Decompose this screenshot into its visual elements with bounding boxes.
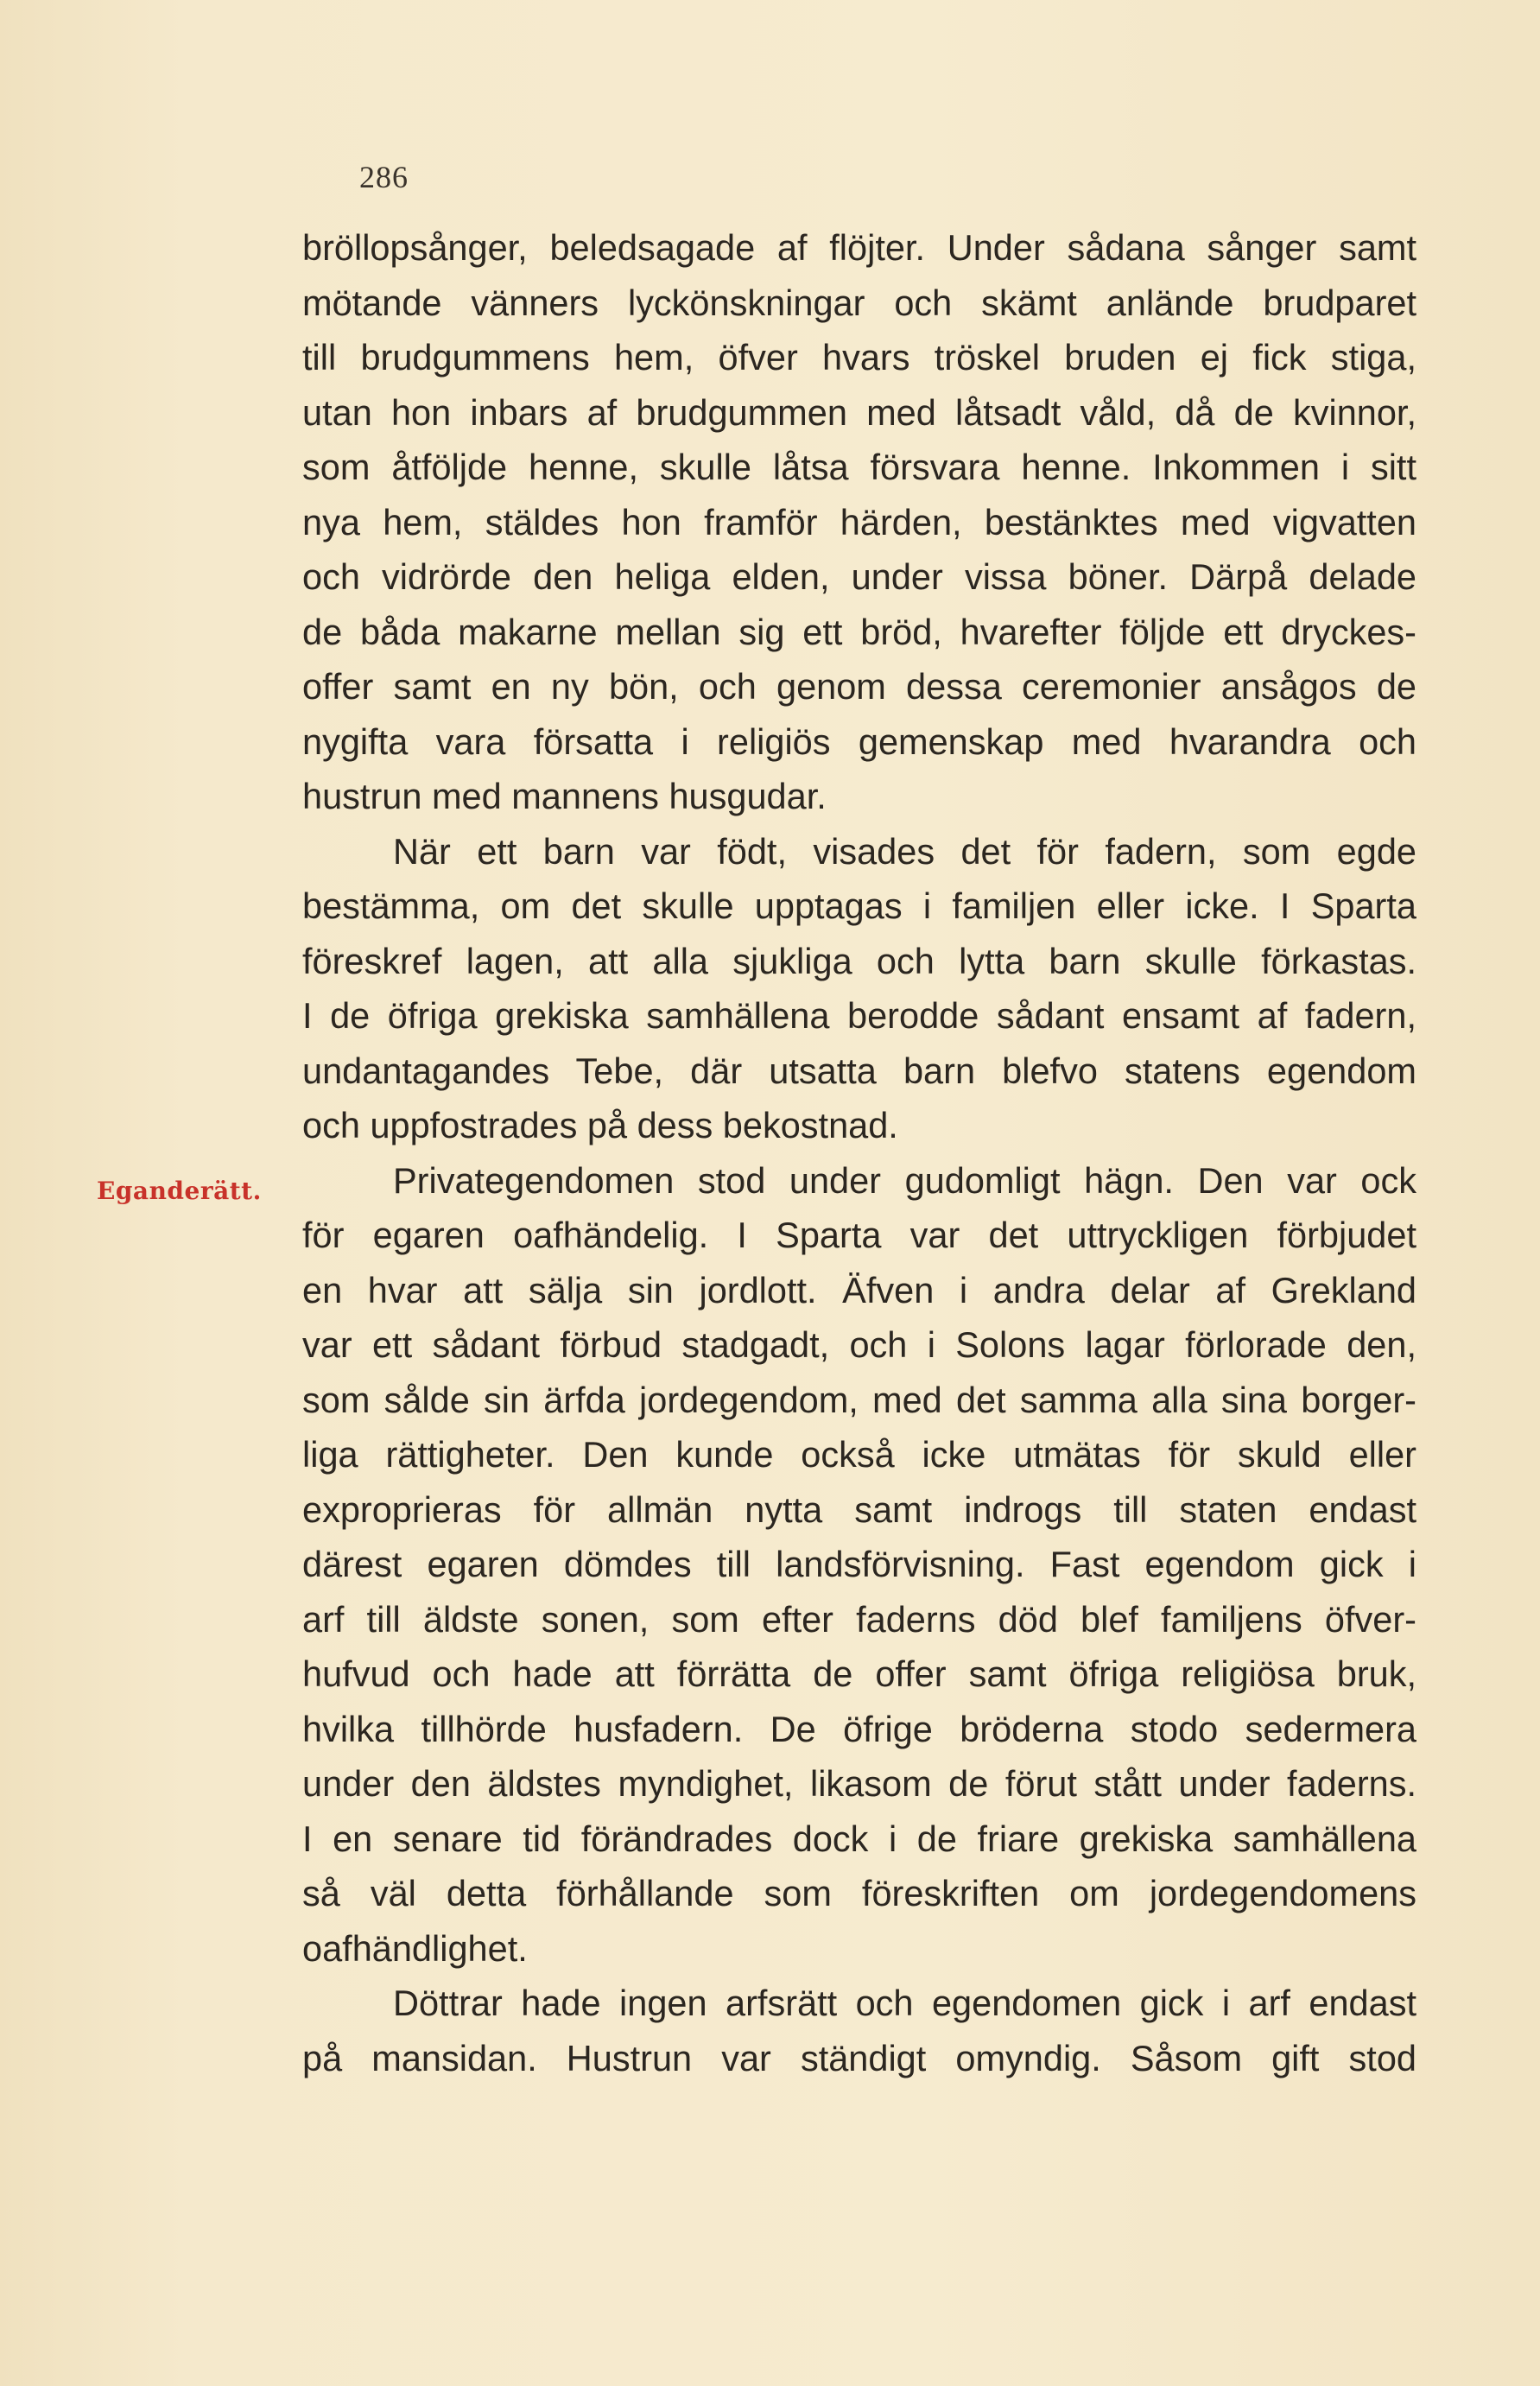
text-line: nygifta vara försatta i religiös gemenskap med hvarandra och (302, 720, 1416, 762)
text-line: I de öfriga grekiska samhällena berodde sådant ensamt af fadern, (302, 995, 1416, 1036)
text-line: de båda makarne mellan sig ett bröd, hvarefter följde ett dryckes- (302, 611, 1416, 652)
text-line: I en senare tid förändrades dock i de friare grekiska samhällena (302, 1818, 1416, 1859)
text-line: under den äldstes myndighet, likasom de förut stått under faderns. (302, 1763, 1416, 1804)
text-line: en hvar att sälja sin jordlott. Äfven i andra delar af Grekland (302, 1269, 1416, 1310)
text-line: som sålde sin ärfda jordegendom, med det samma alla sina borger- (302, 1379, 1416, 1420)
text-line: offer samt en ny bön, och genom dessa ceremonier ansågos de (302, 666, 1416, 707)
text-line: hufvud och hade att förrätta de offer samt öfriga religiösa bruk, (302, 1653, 1416, 1694)
text-line: och uppfostrades på dess bekostnad. (302, 1105, 898, 1145)
text-line: oafhändlighet. (302, 1927, 528, 1969)
text-line: undantagandes Tebe, där utsatta barn blefvo statens egendom (302, 1050, 1416, 1091)
text-line: på mansidan. Hustrun var ständigt omyndig. Såsom gift stod (302, 2037, 1416, 2078)
text-line: exproprieras för allmän nytta samt indrogs till staten endast (302, 1488, 1416, 1530)
text-line: nya hem, stäldes hon framför härden, bestänktes med vigvatten (302, 501, 1416, 543)
text-line: När ett barn var födt, visades det för fadern, som egde (393, 830, 1416, 872)
text-line: hvilka tillhörde husfadern. De öfrige bröderna stodo sedermera (302, 1708, 1416, 1749)
text-line: Döttrar hade ingen arfsrätt och egendomen gick i arf endast (393, 1983, 1416, 2023)
body-text (302, 220, 1416, 2085)
text-line: bestämma, om det skulle upptagas i familjen eller icke. I Sparta (302, 885, 1416, 926)
text-line: bröllopsånger, beledsagade af flöjter. Under sådana sånger samt (302, 227, 1416, 268)
text-line: därest egaren dömdes till landsförvisning. Fast egendom gick i (302, 1544, 1416, 1584)
text-line: som åtföljde henne, skulle låtsa försvara henne. Inkommen i sitt (302, 447, 1416, 487)
text-line: till brudgummens hem, öfver hvars tröskel bruden ej fick stiga, (302, 337, 1416, 378)
text-line: Privategendomen stod under gudomligt hägn. Den var ock (393, 1159, 1416, 1201)
text-line: utan hon inbars af brudgummen med låtsadt våld, då de kvinnor, (302, 391, 1416, 433)
text-line: för egaren oafhändelig. I Sparta var det uttryckligen förbjudet (302, 1215, 1416, 1255)
text-line: var ett sådant förbud stadgadt, och i Solons lagar förlorade den, (302, 1324, 1416, 1365)
page-number: 286 (359, 160, 409, 194)
text-line: hustrun med mannens husgudar. (302, 776, 827, 816)
margin-note: Eganderätt. (97, 1177, 262, 1205)
text-line: mötande vänners lyckönskningar och skämt anlände brudparet (302, 282, 1416, 323)
text-line: föreskref lagen, att alla sjukliga och lytta barn skulle förkastas. (302, 940, 1416, 981)
text-line: liga rättigheter. Den kunde också icke utmätas för skuld eller (302, 1434, 1416, 1475)
text-line: och vidrörde den heliga elden, under vissa böner. Därpå delade (302, 556, 1416, 597)
text-line: så väl detta förhållande som föreskriften om jordegendomens (302, 1873, 1416, 1913)
text-line: arf till äldste sonen, som efter faderns död blef familjens öfver- (302, 1598, 1416, 1640)
